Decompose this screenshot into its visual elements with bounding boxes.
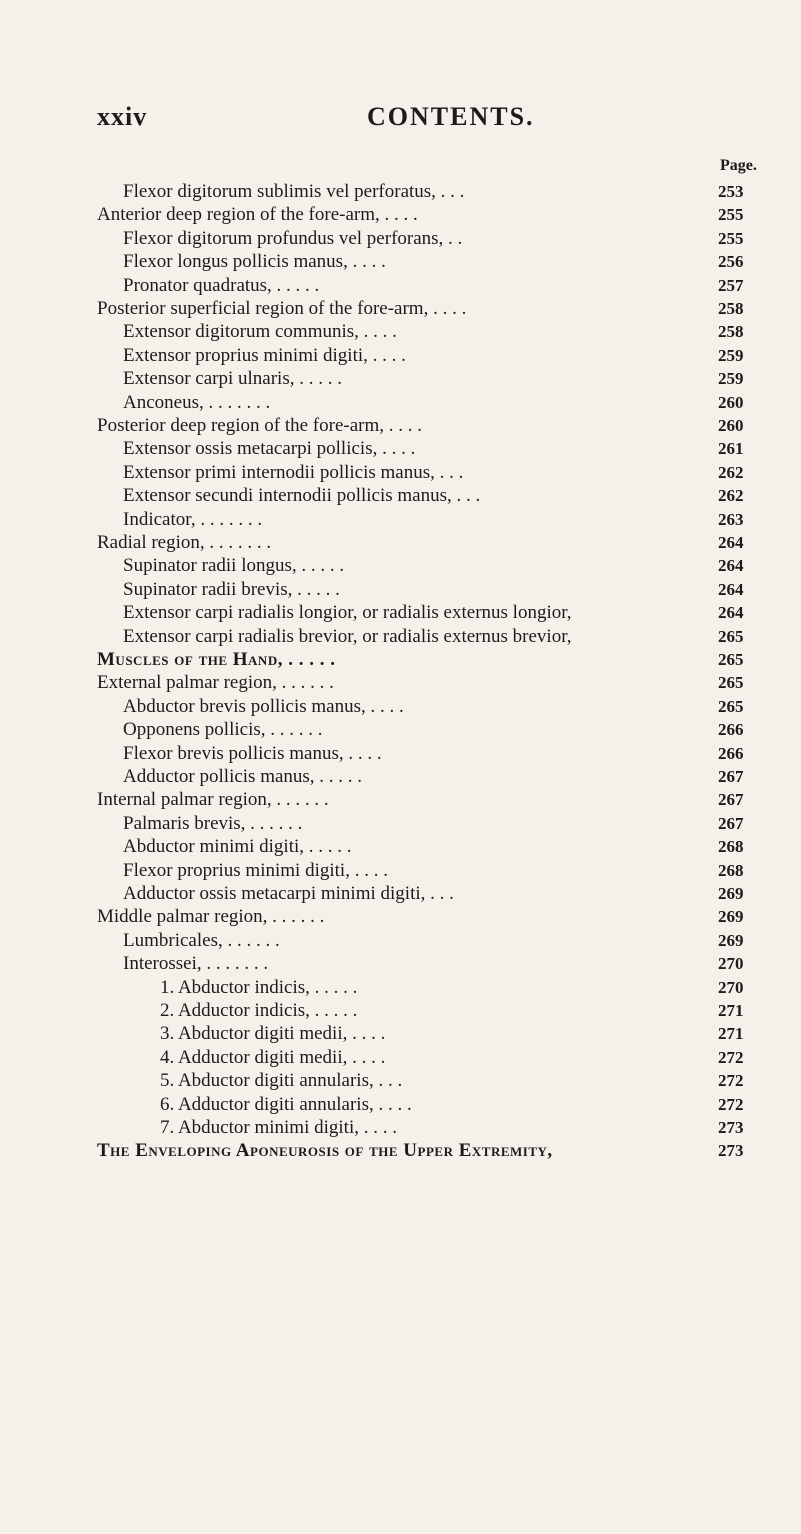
toc-entry	[0, 484, 801, 507]
toc-entry-page: 271	[718, 1024, 744, 1044]
toc-entry-page: 256	[718, 252, 744, 272]
toc-entry	[0, 461, 801, 484]
toc-entry-page: 264	[718, 603, 744, 623]
toc-entry-page: 266	[718, 743, 744, 763]
toc-entry-page: 263	[718, 509, 744, 529]
toc-entry	[0, 812, 801, 835]
toc-entry-title: Radial region, . . . . . . .	[97, 532, 272, 553]
toc-entry-title: Adductor ossis metacarpi minimi digiti, . . .	[123, 883, 454, 904]
toc-entry-page: 265	[718, 673, 744, 693]
toc-entry-page: 258	[718, 299, 744, 318]
toc-entry-page: 270	[718, 977, 744, 997]
toc-entry	[0, 1116, 801, 1139]
toc-entry-title: Extensor digitorum communis, . . . .	[123, 321, 397, 343]
toc-entry-page: 257	[718, 275, 744, 295]
toc-entry	[0, 180, 801, 203]
toc-entry-title: Abductor minimi digiti, . . . . .	[123, 836, 352, 858]
toc-entry-page: 262	[718, 486, 744, 506]
page-column-label: Page.	[720, 157, 757, 174]
toc-entry	[0, 625, 801, 648]
toc-entry-page: 269	[718, 884, 744, 903]
toc-entry-title: Middle palmar region, . . . . . .	[97, 906, 325, 928]
toc-entry-title: Anconeus, . . . . . . .	[123, 391, 271, 413]
toc-entry-page: 272	[718, 1071, 744, 1091]
toc-entry	[0, 835, 801, 858]
toc-entry	[0, 344, 801, 367]
toc-entry-title: Extensor primi internodii pollicis manus, . . .	[123, 461, 464, 483]
toc-entry-page: 268	[718, 860, 744, 880]
toc-entry-title: Flexor proprius minimi digiti, . . . .	[123, 859, 388, 881]
toc-entry-page: 264	[718, 533, 744, 552]
toc-entry-title: Indicator, . . . . . . .	[123, 508, 263, 530]
toc-entry-title: Flexor longus pollicis manus, . . . .	[123, 251, 386, 273]
toc-entry-title: 6. Adductor digiti annularis, . . . .	[160, 1093, 412, 1115]
toc-entry	[0, 508, 801, 531]
toc-entry	[0, 437, 801, 460]
page-number: xxiv	[97, 102, 148, 131]
toc-entry-title: 7. Abductor minimi digiti, . . . .	[160, 1117, 397, 1138]
toc-entry-title: 1. Abductor indicis, . . . . .	[160, 976, 358, 998]
toc-entry-title: 5. Abductor digiti annularis, . . .	[160, 1070, 403, 1092]
toc-entry-page: 261	[718, 439, 744, 459]
toc-entry-page: 258	[718, 322, 744, 342]
toc-entry	[0, 1069, 801, 1092]
toc-entry-page: 253	[718, 182, 744, 201]
toc-entry-page: 272	[718, 1047, 744, 1067]
toc-entry-title: Posterior superficial region of the fore-arm, . . . .	[97, 298, 467, 319]
toc-entry-title: 3. Abductor digiti medii, . . . .	[160, 1023, 386, 1045]
toc-entry	[0, 274, 801, 297]
page-header	[97, 102, 741, 142]
toc-entry-title: 2. Adductor indicis, . . . . .	[160, 1000, 358, 1021]
toc-entry	[0, 718, 801, 741]
toc-entry	[0, 203, 801, 226]
toc-entry-title: Extensor carpi radialis brevior, or radialis externus brevior,	[123, 625, 572, 647]
toc-entry-page: 262	[718, 462, 744, 482]
toc-entry-page: 255	[718, 228, 744, 248]
toc-entry	[0, 999, 801, 1022]
toc-entry-page: 264	[718, 556, 744, 576]
toc-entry	[0, 578, 801, 601]
toc-entry-page: 259	[718, 369, 744, 389]
toc-entry	[0, 1139, 801, 1162]
toc-entry	[0, 1093, 801, 1116]
toc-entry	[0, 1022, 801, 1045]
toc-entry-page: 273	[718, 1118, 744, 1137]
toc-entry-page: 269	[718, 907, 744, 927]
toc-entry-title: The Enveloping Aponeurosis of the Upper Extremity,	[97, 1140, 553, 1162]
toc-entry-page: 267	[718, 813, 744, 833]
toc-entry	[0, 367, 801, 390]
toc-entry-page: 260	[718, 392, 744, 412]
toc-entry-page: 271	[718, 1001, 744, 1020]
running-title: CONTENTS.	[367, 102, 535, 131]
toc-entry	[0, 859, 801, 882]
toc-entry-title: Opponens pollicis, . . . . . .	[123, 719, 323, 741]
toc-entry-title: Supinator radii longus, . . . . .	[123, 555, 345, 577]
toc-entry-page: 270	[718, 954, 744, 974]
toc-entry	[0, 227, 801, 250]
toc-entry	[0, 905, 801, 928]
toc-entry-page: 259	[718, 345, 744, 365]
toc-entry	[0, 952, 801, 975]
toc-entry	[0, 414, 801, 437]
toc-entry	[0, 882, 801, 905]
toc-entry-title: Supinator radii brevis, . . . . .	[123, 578, 340, 600]
toc-entry-page: 260	[718, 416, 744, 435]
toc-entry-title: Adductor pollicis manus, . . . . .	[123, 766, 363, 787]
toc-entry-title: Interossei, . . . . . . .	[123, 953, 269, 975]
toc-entry	[0, 976, 801, 999]
toc-entry-page: 255	[718, 205, 744, 225]
toc-entry-title: Internal palmar region, . . . . . .	[97, 789, 329, 811]
toc-entry-title: Flexor brevis pollicis manus, . . . .	[123, 742, 382, 764]
toc-entry-title: Lumbricales, . . . . . .	[123, 929, 280, 951]
toc-entry-title: Anterior deep region of the fore-arm, . . . .	[97, 204, 418, 226]
toc-entry	[0, 671, 801, 694]
toc-entry	[0, 297, 801, 320]
toc-entry	[0, 320, 801, 343]
toc-entry-title: Pronator quadratus, . . . . .	[123, 274, 320, 296]
toc-entry	[0, 695, 801, 718]
toc-entry-page: 272	[718, 1094, 744, 1114]
toc-entry-page: 267	[718, 767, 744, 786]
toc-entry-title: Extensor carpi ulnaris, . . . . .	[123, 368, 342, 390]
toc-entry	[0, 391, 801, 414]
toc-entry	[0, 531, 801, 554]
toc-entry-title: Flexor digitorum profundus vel perforans, . .	[123, 227, 463, 249]
toc-entry-page: 265	[718, 696, 744, 716]
toc-entry-page: 265	[718, 626, 744, 646]
toc-entry-title: 4. Adductor digiti medii, . . . .	[160, 1046, 386, 1068]
toc-entry	[0, 742, 801, 765]
toc-entry-page: 266	[718, 720, 744, 740]
toc-entry	[0, 648, 801, 671]
toc-entry-title: Extensor secundi internodii pollicis manus, . . .	[123, 485, 481, 507]
toc-entry-page: 269	[718, 930, 744, 950]
toc-entry-page: 265	[718, 650, 744, 669]
toc-entry	[0, 554, 801, 577]
toc-entry-title: Flexor digitorum sublimis vel perforatus, . . .	[123, 181, 465, 202]
toc-entry	[0, 765, 801, 788]
toc-entry-title: External palmar region, . . . . . .	[97, 672, 334, 694]
toc-entry-page: 268	[718, 837, 744, 857]
toc-entry-page: 273	[718, 1141, 744, 1161]
toc-entry-page: 264	[718, 579, 744, 599]
toc-entry-title: Abductor brevis pollicis manus, . . . .	[123, 695, 404, 717]
toc-entry-title: Extensor carpi radialis longior, or radialis externus longior,	[123, 602, 572, 624]
toc-entry-page: 267	[718, 790, 744, 810]
toc-entry-title: Posterior deep region of the fore-arm, . . . .	[97, 415, 423, 436]
toc-entry-title: Extensor ossis metacarpi pollicis, . . . .	[123, 438, 416, 460]
toc-entry	[0, 1046, 801, 1069]
toc-entry	[0, 929, 801, 952]
toc-entry-title: Muscles of the Hand, . . . . .	[97, 649, 336, 670]
toc-entry	[0, 788, 801, 811]
toc-entry-title: Palmaris brevis, . . . . . .	[123, 812, 303, 834]
toc-entry	[0, 250, 801, 273]
toc-entry	[0, 601, 801, 624]
toc-entry-title: Extensor proprius minimi digiti, . . . .	[123, 344, 406, 366]
